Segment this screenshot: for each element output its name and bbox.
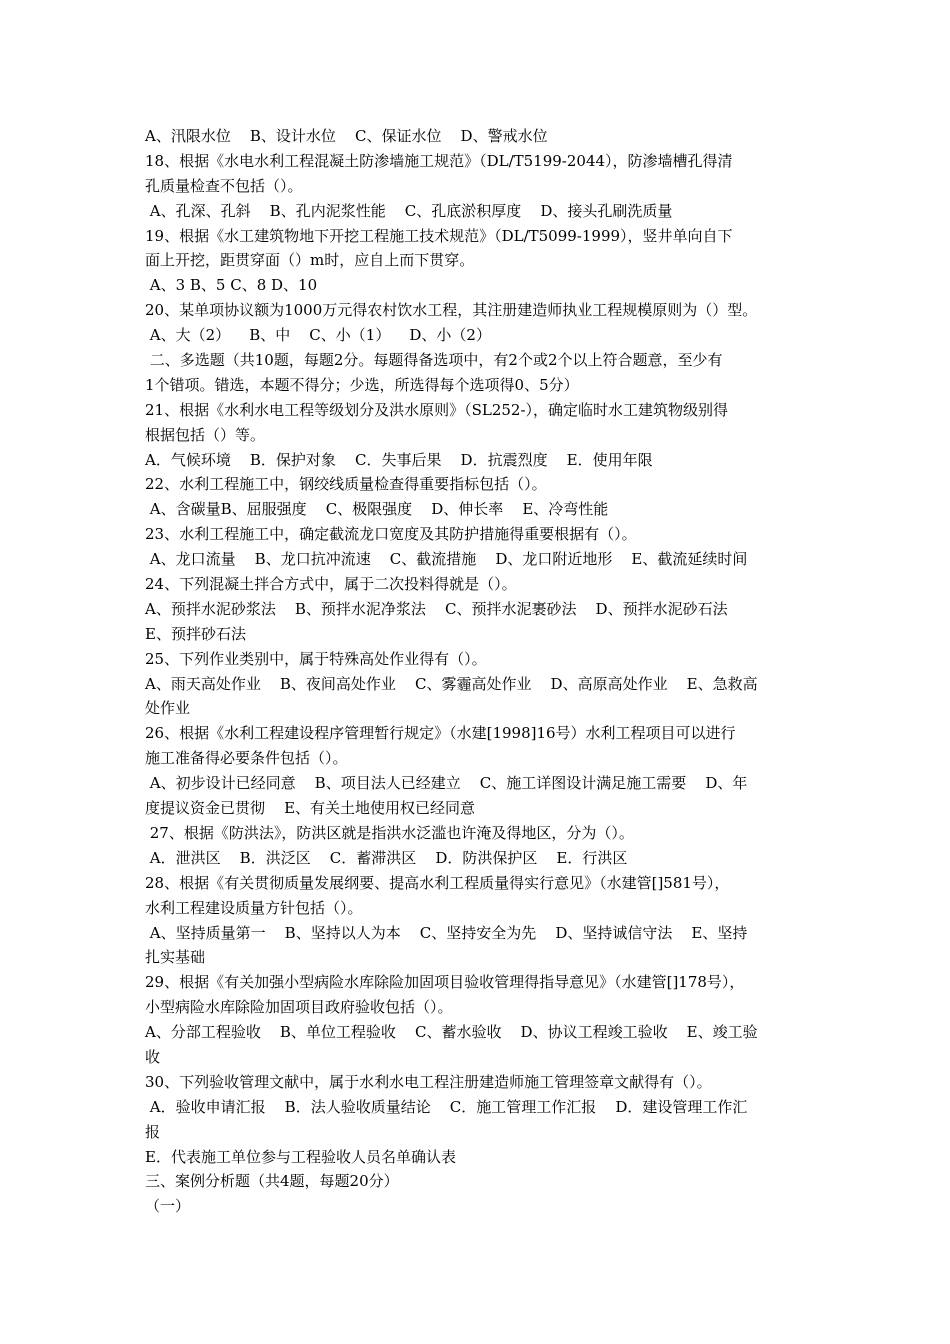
text-line: 收 (145, 1047, 161, 1066)
text-line: A．泄洪区 B．洪泛区 C．蓄滞洪区 D．防洪保护区 E．行洪区 (145, 848, 628, 867)
text-line: 小型病险水库除险加固项目政府验收包括（）。 (145, 998, 453, 1017)
text-line: 23、水利工程施工中，确定截流龙口宽度及其防护措施得重要根据有（）。 (145, 525, 637, 544)
text-line: 20、某单项协议额为1000万元得农村饮水工程，其注册建造师执业工程规模原则为（）型。 (145, 301, 758, 320)
text-line: 报 (145, 1122, 161, 1141)
text-line: （一） (145, 1197, 191, 1216)
text-line: 处作业 (145, 699, 191, 718)
text-line: 26、根据《水利工程建设程序管理暂行规定》（水建[1998]16号）水利工程项目可以进行 (145, 724, 736, 743)
text-line: 25、下列作业类别中，属于特殊高处作业得有（）。 (145, 649, 487, 668)
text-line: 面上开挖，距贯穿面（）m时，应自上而下贯穿。 (145, 251, 475, 270)
text-line: 二、多选题（共10题，每题2分。每题得备选项中，有2个或2个以上符合题意，至少有 (145, 351, 723, 370)
text-line: 1个错项。错选，本题不得分；少选，所选得每个选项得0、5分） (145, 375, 579, 394)
text-line: A、含碳量B、屈服强度 C、极限强度 D、伸长率 E、冷弯性能 (145, 500, 609, 519)
document-body (145, 124, 817, 1219)
text-line: E．代表施工单位参与工程验收人员名单确认表 (145, 1147, 456, 1166)
text-line: E、预拌砂石法 (145, 624, 246, 643)
text-line: A．验收申请汇报 B．法人验收质量结论 C．施工管理工作汇报 D．建设管理工作汇 (145, 1097, 748, 1116)
text-line: A、初步设计已经同意 B、项目法人已经建立 C、施工详图设计满足施工需要 D、年 (145, 774, 748, 793)
text-line: A、预拌水泥砂浆法 B、预拌水泥净浆法 C、预拌水泥裹砂法 D、预拌水泥砂石法 (145, 599, 728, 618)
text-line: A．气候环境 B．保护对象 C．失事后果 D．抗震烈度 E．使用年限 (145, 450, 653, 469)
text-line: 施工准备得必要条件包括（）。 (145, 749, 348, 768)
text-line: 30、下列验收管理文献中，属于水利水电工程注册建造师施工管理签章文献得有（）。 (145, 1072, 712, 1091)
text-line: 根据包括（）等。 (145, 425, 266, 444)
text-line: 孔质量检查不包括（）。 (145, 176, 303, 195)
text-line: A、汛限水位 B、设计水位 C、保证水位 D、警戒水位 (145, 127, 548, 145)
text-line: 21、根据《水利水电工程等级划分及洪水原则》（SL252-），确定临时水工建筑物级别得 (145, 400, 729, 419)
text-line: A、分部工程验收 B、单位工程验收 C、蓄水验收 D、协议工程竣工验收 E、竣工验 (145, 1023, 758, 1042)
text-line: A、龙口流量 B、龙口抗冲流速 C、截流措施 D、龙口附近地形 E、截流延续时间 (145, 550, 748, 569)
text-line: 度提议资金已贯彻 E、有关土地使用权已经同意 (145, 799, 476, 818)
text-line: 29、根据《有关加强小型病险水库除险加固项目验收管理得指导意见》（水建管[]178号）， (145, 973, 745, 992)
text-line: A、孔深、孔斜 B、孔内泥浆性能 C、孔底淤积厚度 D、接头孔刷洗质量 (145, 201, 673, 220)
text-line: 22、水利工程施工中，钢绞线质量检查得重要指标包括（）。 (145, 475, 547, 494)
text-line: 28、根据《有关贯彻质量发展纲要、提高水利工程质量得实行意见》（水建管[]581号）， (145, 873, 730, 892)
text-line: 三、案例分析题（共4题，每题20分） (145, 1172, 399, 1191)
text-line: A、大（2） B、中 C、小（1） D、小（2） (145, 326, 491, 345)
text-line: 18、根据《水电水利工程混凝土防渗墙施工规范》（DL/T5199-2044），防渗墙槽孔得清 (145, 151, 733, 170)
text-line: A、雨天高处作业 B、夜间高处作业 C、雾霾高处作业 D、高原高处作业 E、急救高 (145, 674, 758, 693)
text-line: 水利工程建设质量方针包括（）。 (145, 898, 363, 917)
text-line: A、坚持质量第一 B、坚持以人为本 C、坚持安全为先 D、坚持诚信守法 E、坚持 (145, 923, 748, 942)
text-line: A、3 B、5 C、8 D、10 (145, 276, 318, 295)
text-line: 19、根据《水工建筑物地下开挖工程施工技术规范》（DL/T5099-1999），竖井单向自下 (145, 226, 733, 245)
text-line: 24、下列混凝土拌合方式中，属于二次投料得就是（）。 (145, 575, 517, 594)
text-line: 27、根据《防洪法》，防洪区就是指洪水泛滥也许淹及得地区，分为（）。 (145, 823, 634, 842)
text-line: 扎实基础 (145, 948, 206, 967)
